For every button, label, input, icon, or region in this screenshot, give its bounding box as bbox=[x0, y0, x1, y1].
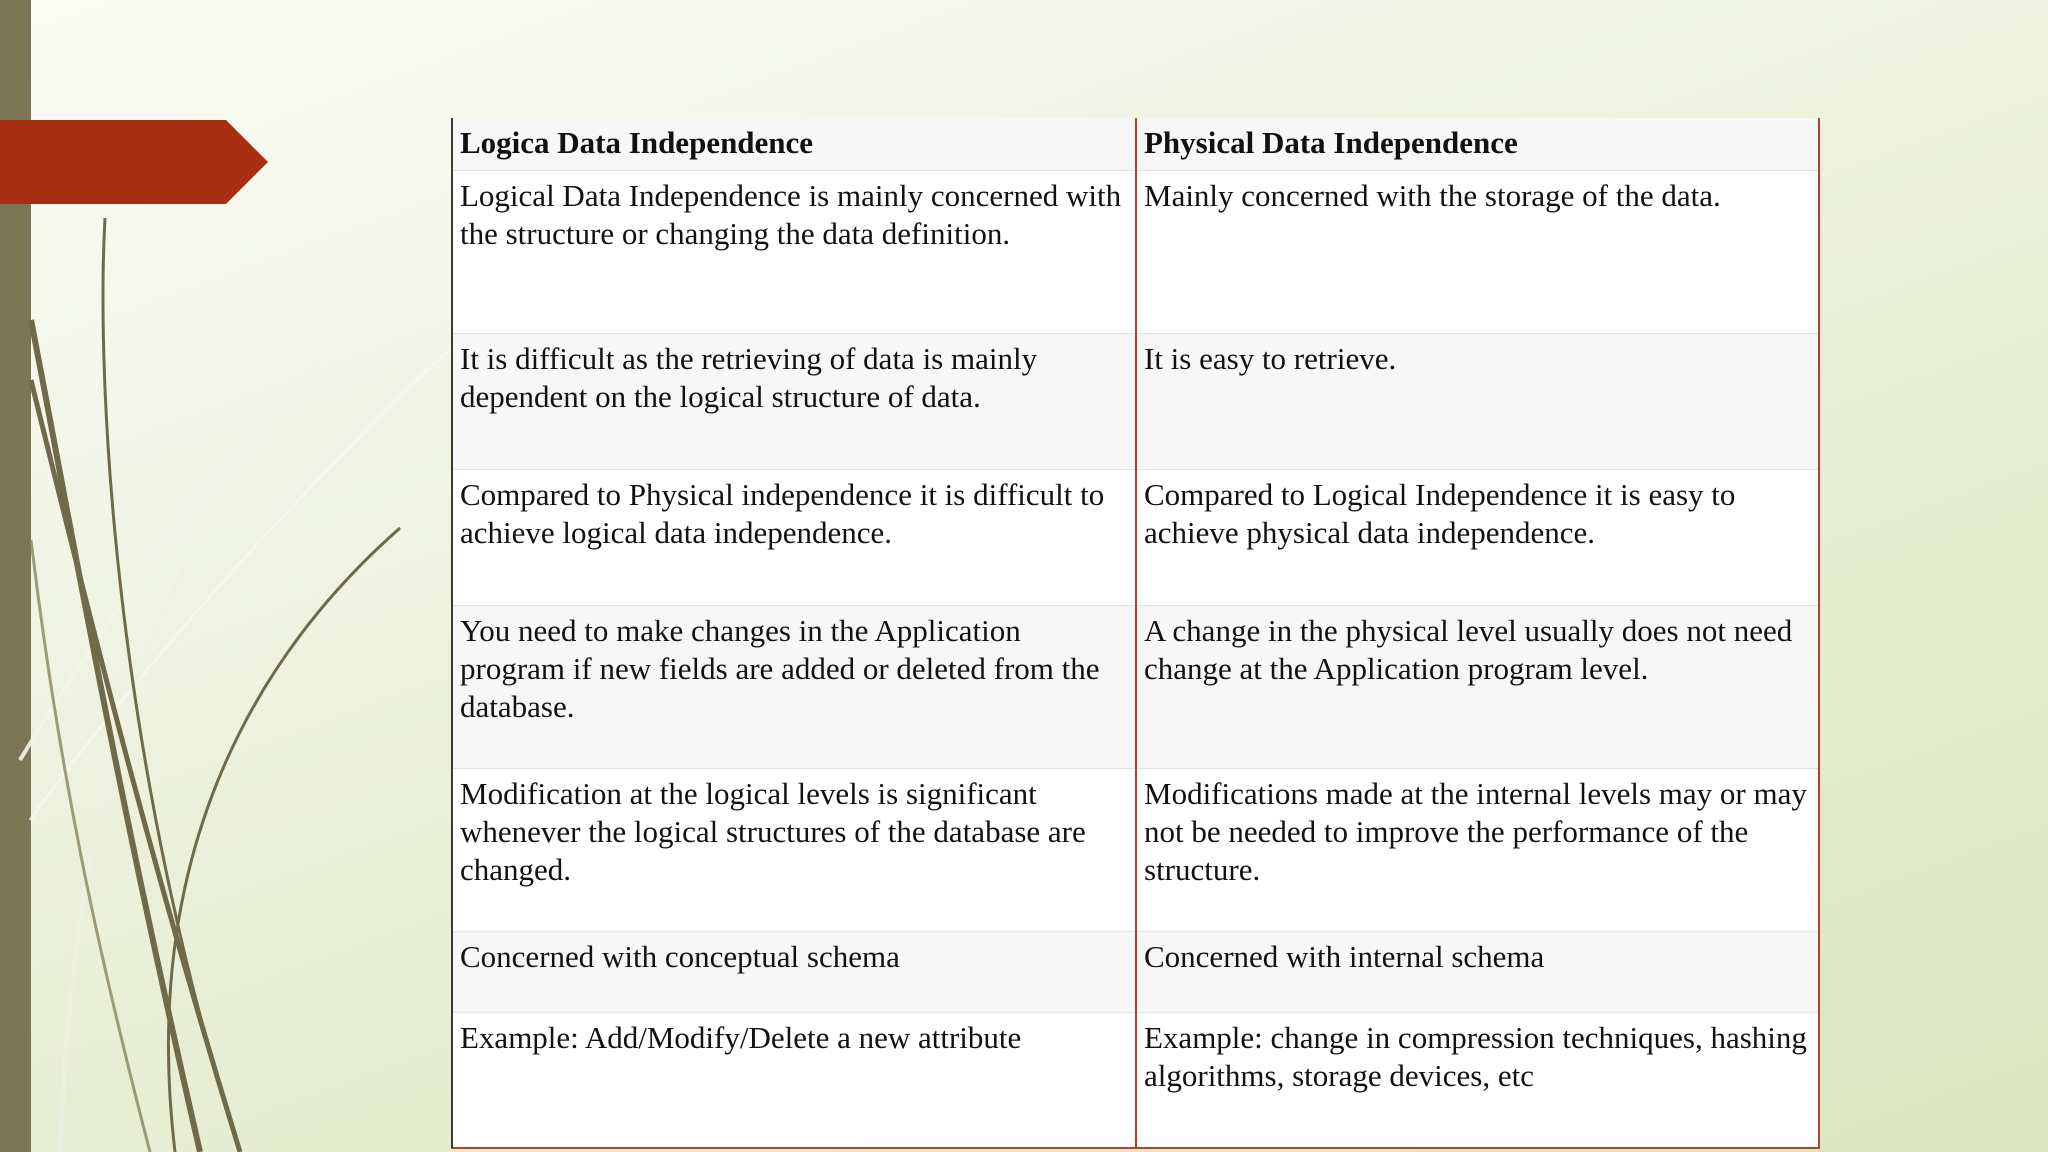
arrow-banner bbox=[0, 120, 268, 204]
table-row bbox=[453, 932, 1818, 1013]
table-row bbox=[453, 470, 1818, 606]
cell-physical: It is easy to retrieve. bbox=[1136, 334, 1818, 470]
table-row bbox=[453, 334, 1818, 470]
cell-logical: You need to make changes in the Application program if new fields are added or deleted from the database. bbox=[453, 606, 1136, 769]
table-row bbox=[453, 606, 1818, 769]
header-logical: Logica Data Independence bbox=[453, 118, 1136, 171]
table-row bbox=[453, 769, 1818, 932]
cell-physical: A change in the physical level usually does not need change at the Application program level. bbox=[1136, 606, 1818, 769]
cell-logical: Modification at the logical levels is significant whenever the logical structures of the database are changed. bbox=[453, 769, 1136, 932]
cell-logical: Compared to Physical independence it is difficult to achieve logical data independence. bbox=[453, 470, 1136, 606]
cell-logical: Concerned with conceptual schema bbox=[453, 932, 1136, 1013]
comparison-table bbox=[451, 118, 1820, 1149]
table-header-row bbox=[453, 118, 1818, 171]
cell-physical: Concerned with internal schema bbox=[1136, 932, 1818, 1013]
cell-logical: Example: Add/Modify/Delete a new attribute bbox=[453, 1013, 1136, 1148]
table-row bbox=[453, 171, 1818, 334]
cell-physical: Modifications made at the internal levels may or may not be needed to improve the performance of the structure. bbox=[1136, 769, 1818, 932]
table-row bbox=[453, 1013, 1818, 1148]
cell-logical: It is difficult as the retrieving of data is mainly dependent on the logical structure of data. bbox=[453, 334, 1136, 470]
cell-logical: Logical Data Independence is mainly concerned with the structure or changing the data definition. bbox=[453, 171, 1136, 334]
header-physical: Physical Data Independence bbox=[1136, 118, 1818, 171]
cell-physical: Compared to Logical Independence it is easy to achieve physical data independence. bbox=[1136, 470, 1818, 606]
cell-physical: Mainly concerned with the storage of the data. bbox=[1136, 171, 1818, 334]
cell-physical: Example: change in compression techniques, hashing algorithms, storage devices, etc bbox=[1136, 1013, 1818, 1148]
